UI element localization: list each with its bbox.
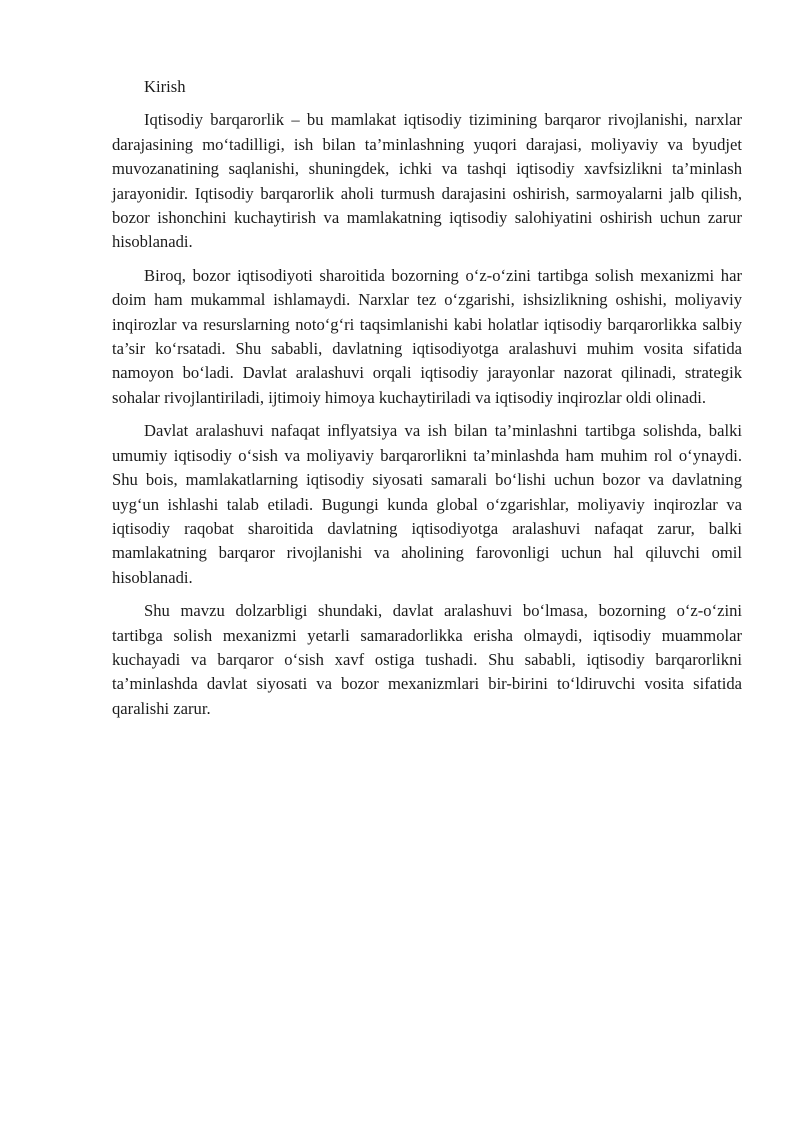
paragraph-3: Davlat aralashuvi nafaqat inflyatsiya va ish bilan ta’minlashni tartibga solishda, balki umumiy iqtisodiy o‘sish va moliyaviy barqarorlikni ta’minlashda ham muhim rol o‘ynaydi. Shu bois, mamlakatlarning iqtisodiy siyosati samarali bo‘lishi uchun bozor va davlatning uyg‘un ishlashi talab etiladi. Bugungi kunda global o‘zgarishlar, moliyaviy inqirozlar va iqtisodiy raqobat sharoitida davlatning iqtisodiyotga aralashuvi nafaqat zarur, balki mamlakatning barqaror rivojlanishi va aholining farovonligi uchun hal qiluvchi omil hisoblanadi. [112,421,742,587]
paragraph-2: Biroq, bozor iqtisodiyoti sharoitida bozorning o‘z-o‘zini tartibga solish mexanizmi har doim ham mukammal ishlamaydi. Narxlar tez o‘zgarishi, ishsizlikning oshishi, moliyaviy inqirozlar va resurslarning noto‘g‘ri taqsimlanishi kabi holatlar iqtisodiy barqarorlikka salbiy ta’sir ko‘rsatadi. Shu sababli, davlatning iqtisodiyotga aralashuvi muhim vosita sifatida namoyon bo‘ladi. Davlat aralashuvi orqali iqtisodiy jarayonlar nazorat qilinadi, strategik sohalar rivojlantiriladi, ijtimoiy himoya kuchaytiriladi va iqtisodiy inqirozlar oldi olinadi. [112,265,742,407]
paragraph-1: Iqtisodiy barqarorlik – bu mamlakat iqtisodiy tizimining barqaror rivojlanishi, narxlar darajasining mo‘tadilligi, ish bilan ta’minlashning yuqori darajasi, moliyaviy va byudjet muvozanatining saqlanishi, shuningdek, ichki va tashqi iqtisodiy xavfsizlikni ta’minlash jarayonidir. Iqtisodiy barqarorlik aholi turmush darajasini oshirish, sarmoyalarni jalb qilish, bozor ishonchini kuchaytirish va mamlakatning iqtisodiy salohiyatini oshirish uchun zarur hisoblanadi. [112,110,742,252]
section-heading: Kirish [144,77,186,96]
document-body [112,75,742,730]
paragraph-4: Shu mavzu dolzarbligi shundaki, davlat aralashuvi bo‘lmasa, bozorning o‘z-o‘zini tartibga solish mexanizmi yetarli samaradorlikka erisha olmaydi, iqtisodiy muammolar kuchayadi va barqaror o‘sish xavf ostiga tushadi. Shu sababli, iqtisodiy barqarorlikni ta’minlashda davlat siyosati va bozor mexanizmlari bir-birini to‘ldiruvchi vosita sifatida qaralishi zarur. [112,601,742,718]
